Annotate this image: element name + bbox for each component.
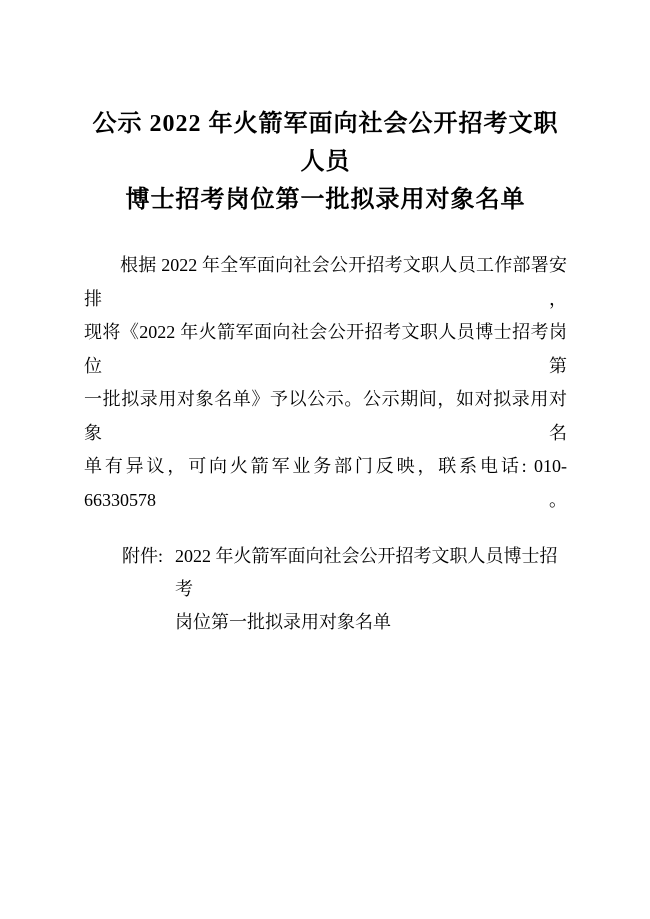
attachment-content: [175, 540, 567, 639]
attachment-section: [122, 540, 567, 639]
title-line-1: 公示 2022 年火箭军面向社会公开招考文职人员: [92, 111, 559, 175]
attachment-line: 岗位第一批拟录用对象名单: [175, 612, 392, 632]
paragraph-line: 现将《2022 年火箭军面向社会公开招考文职人员博士招考岗位第: [84, 322, 567, 376]
title-line-2: 博士招考岗位第一批拟录用对象名单: [125, 187, 526, 213]
attachment-label: 附件:: [122, 546, 164, 566]
paragraph-line: 单有异议，可向火箭军业务部门反映，联系电话: 010-66330578。: [84, 456, 567, 510]
paragraph-line: 根据 2022 年全军面向社会公开招考文职人员工作部署安排，: [84, 255, 567, 309]
body-paragraph: [84, 249, 567, 517]
attachment-line: 2022 年火箭军面向社会公开招考文职人员博士招考: [175, 546, 558, 599]
paragraph-line: 一批拟录用对象名单》予以公示。公示期间，如对拟录用对象名: [84, 389, 567, 443]
document-title: [84, 105, 567, 219]
document-content: [84, 105, 567, 639]
